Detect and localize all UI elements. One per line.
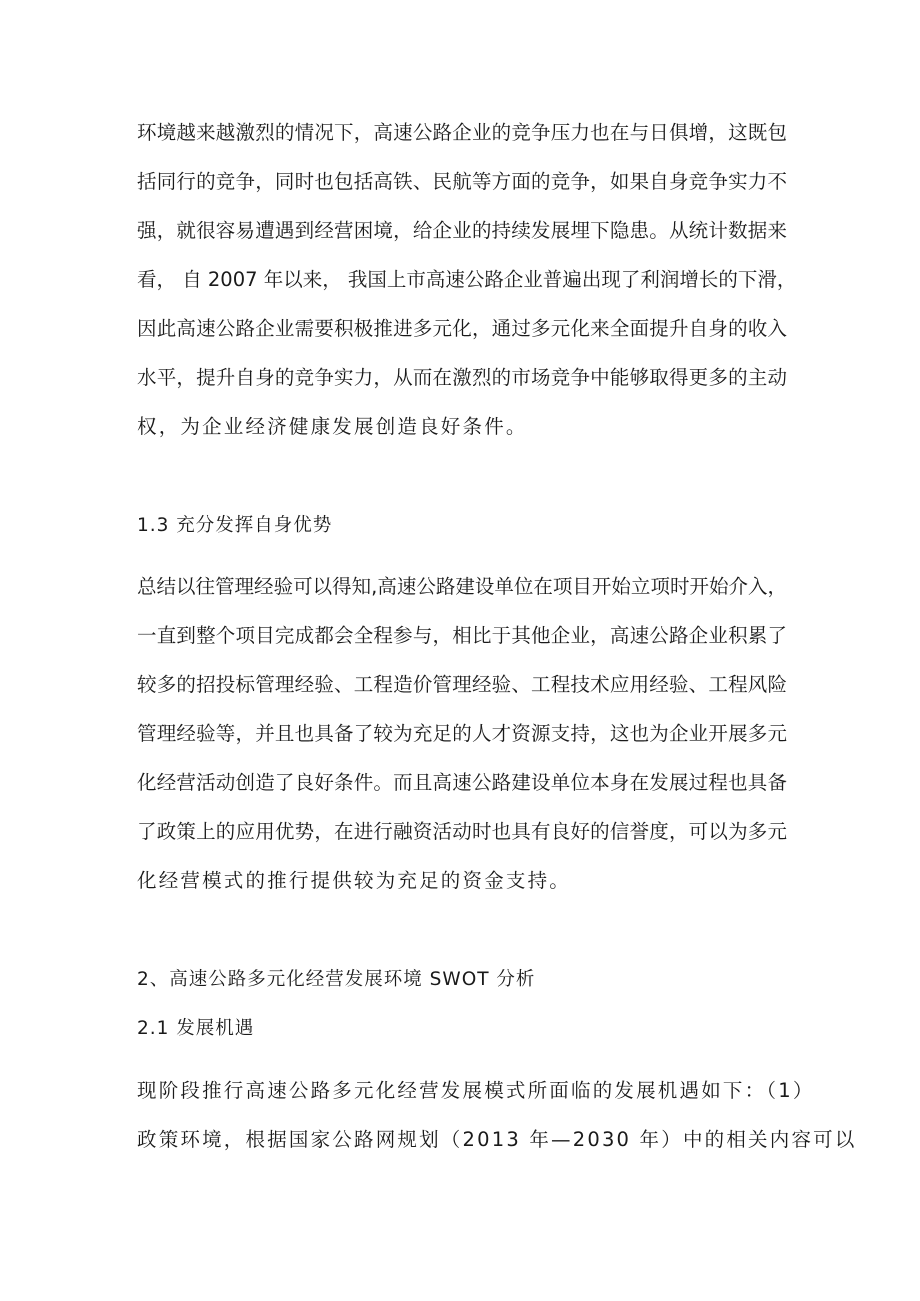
paragraph-1-line-1: 环境越来越激烈的情况下，高速公路企业的竞争压力也在与日俱增，这既包 — [137, 121, 787, 144]
paragraph-2-line-2: 一直到整个项目完成都会全程参与，相比于其他企业，高速公路企业积累了 — [137, 624, 787, 647]
paragraph-1-line-2: 括同行的竞争，同时也包括高铁、民航等方面的竞争，如果自身竞争实力不 — [137, 170, 787, 193]
paragraph-1-line-5: 因此高速公路企业需要积极推进多元化，通过多元化来全面提升自身的收入 — [137, 317, 787, 340]
paragraph-2-line-1: 总结以往管理经验可以得知,高速公路建设单位在项目开始立项时开始介入， — [137, 575, 787, 598]
paragraph-2-line-6: 了政策上的应用优势，在进行融资活动时也具有良好的信誉度，可以为多元 — [137, 820, 787, 843]
section-heading-1-3: 1.3 充分发挥自身优势 — [137, 515, 333, 536]
paragraph-1-line-6: 水平，提升自身的竞争实力，从而在激烈的市场竞争中能够取得更多的主动 — [137, 366, 787, 389]
paragraph-1-line-3: 强，就很容易遭遇到经营困境，给企业的持续发展埋下隐患。从统计数据来 — [137, 219, 787, 242]
paragraph-2-line-5: 化经营活动创造了良好条件。而且高速公路建设单位本身在发展过程也具备 — [137, 771, 787, 794]
paragraph-3-line-1: 现阶段推行高速公路多元化经营发展模式所面临的发展机遇如下：（1） — [137, 1079, 815, 1102]
section-heading-2: 2、高速公路多元化经营发展环境 SWOT 分析 — [137, 969, 536, 990]
paragraph-2-line-7: 化经营模式的推行提供较为充足的资金支持。 — [137, 869, 572, 892]
paragraph-1-line-7: 权，为企业经济健康发展创造良好条件。 — [137, 415, 528, 438]
paragraph-2-line-3: 较多的招投标管理经验、工程造价管理经验、工程技术应用经验、工程风险 — [137, 673, 787, 696]
section-heading-2-1: 2.1 发展机遇 — [137, 1018, 255, 1039]
paragraph-1-line-4: 看， 自 2007 年以来， 我国上市高速公路企业普遍出现了利润增长的下滑， — [137, 268, 797, 291]
paragraph-3-line-2: 政策环境，根据国家公路网规划（2013 年—2030 年）中的相关内容可以 — [137, 1128, 857, 1151]
paragraph-2-line-4: 管理经验等，并且也具备了较为充足的人才资源支持，这也为企业开展多元 — [137, 722, 787, 745]
